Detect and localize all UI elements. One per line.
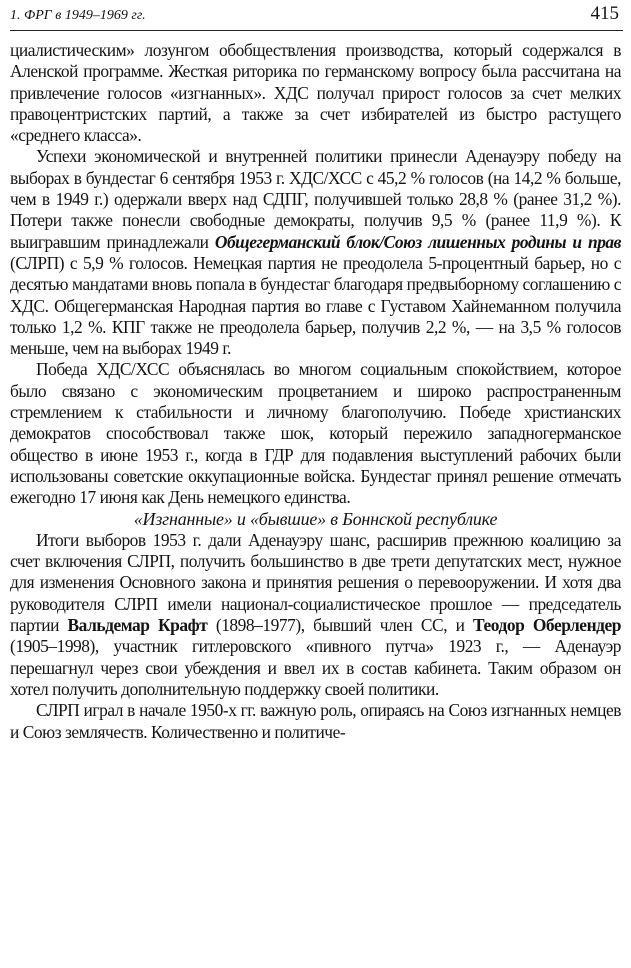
person-name-oberlender: Теодор Оберлендер (473, 615, 621, 636)
section-heading: «Изгнанные» и «бывшие» в Боннской республике (133, 508, 498, 529)
paragraph-5: СЛРП играл в начале 1950-х гг. важную роль, опираясь на Союз изгнанных немцев и Союз землячеств. Количественно и политиче- (10, 700, 621, 742)
paragraph-4-text-c: (1905–1998), участник гитлеровского «пивного путча» 1923 г., — Аденауэр перешагнул через свои убеждения и ввел их в состав кабинета. Таким образом он хотел получить дополнительную поддержку своей политики. (10, 636, 621, 699)
paragraph-1: циалистическим» лозунгом обобществления производства, который содержался в Аленской программе. Жесткая риторика по германскому вопросу была рассчитана на привлечение голосов «изгнанных». ХДС получал прирост голосов за счет мелких правоцентристских партий, а также за счет избирателей из быстро растущего «среднего класса». (10, 40, 621, 146)
person-name-kraft: Вальдемар Крафт (67, 615, 208, 636)
party-name-emphasis: Общегерманский блок/Союз лишенных родины и прав (214, 231, 621, 252)
paragraph-2-text-b: (СЛРП) с 5,9 % голосов. Немецкая партия не преодолела 5-процентный барьер, но с десятью мандатами вновь попала в бундестаг благодаря предвыборному соглашению с ХДС. Общегерманская Народная партия во главе с Густавом Хайнеманном получила только 1,2 %. КПГ также не преодолела барьер, получив 2,2 %, — на 3,5 % голосов меньше, чем на выборах 1949 г. (10, 252, 621, 359)
paragraph-3: Победа ХДС/ХСС объяснялась во многом социальным спокойствием, которое было связано с экономическим процветанием и широко распространенным стремлением к стабильности и личному благополучию. Победе христианских демократов способствовал также шок, который пережило западногерманское общество в июне 1953 г., когда в ГДР для подавления выступлений рабочих были использованы советские оккупационные войска. Бундестаг принял решение отмечать ежегодно 17 июня как День немецкого единства. (10, 359, 621, 508)
paragraph-2 (10, 146, 621, 359)
running-head: 1. ФРГ в 1949–1969 гг. (10, 8, 146, 23)
paragraph-2-text-a: Успехи экономической и внутренней политики принесли Аденауэру победу на выборах в бундестаг 6 сентября 1953 г. ХДС/ХСС с 45,2 % голосов (на 14,2 % больше, чем в 1949 г.) одержали вверх над СДПГ, получившей только 28,8 % (ранее 31,2 %). Потери также понесли свободные демократы, получив 9,5 % (ранее 11,9 %). К выигравшим принадлежали (10, 146, 621, 252)
paragraph-4-text-a: Итоги выборов 1953 г. дали Аденауэру шанс, расширив прежнюю коалицию за счет включения СЛРП, получить большинство в две трети депутатских мест, нужное для изменения Основного закона и принятия решения о перевооружении. И хотя два руководителя СЛРП имели национал-социалистическое прошлое — председатель партии (10, 529, 621, 636)
body-text (10, 40, 621, 743)
paragraph-4-text-b: (1898–1977), бывший член СС, и (207, 615, 474, 636)
page-number: 415 (590, 3, 619, 24)
paragraph-4 (10, 530, 621, 700)
page-header (10, 0, 623, 31)
